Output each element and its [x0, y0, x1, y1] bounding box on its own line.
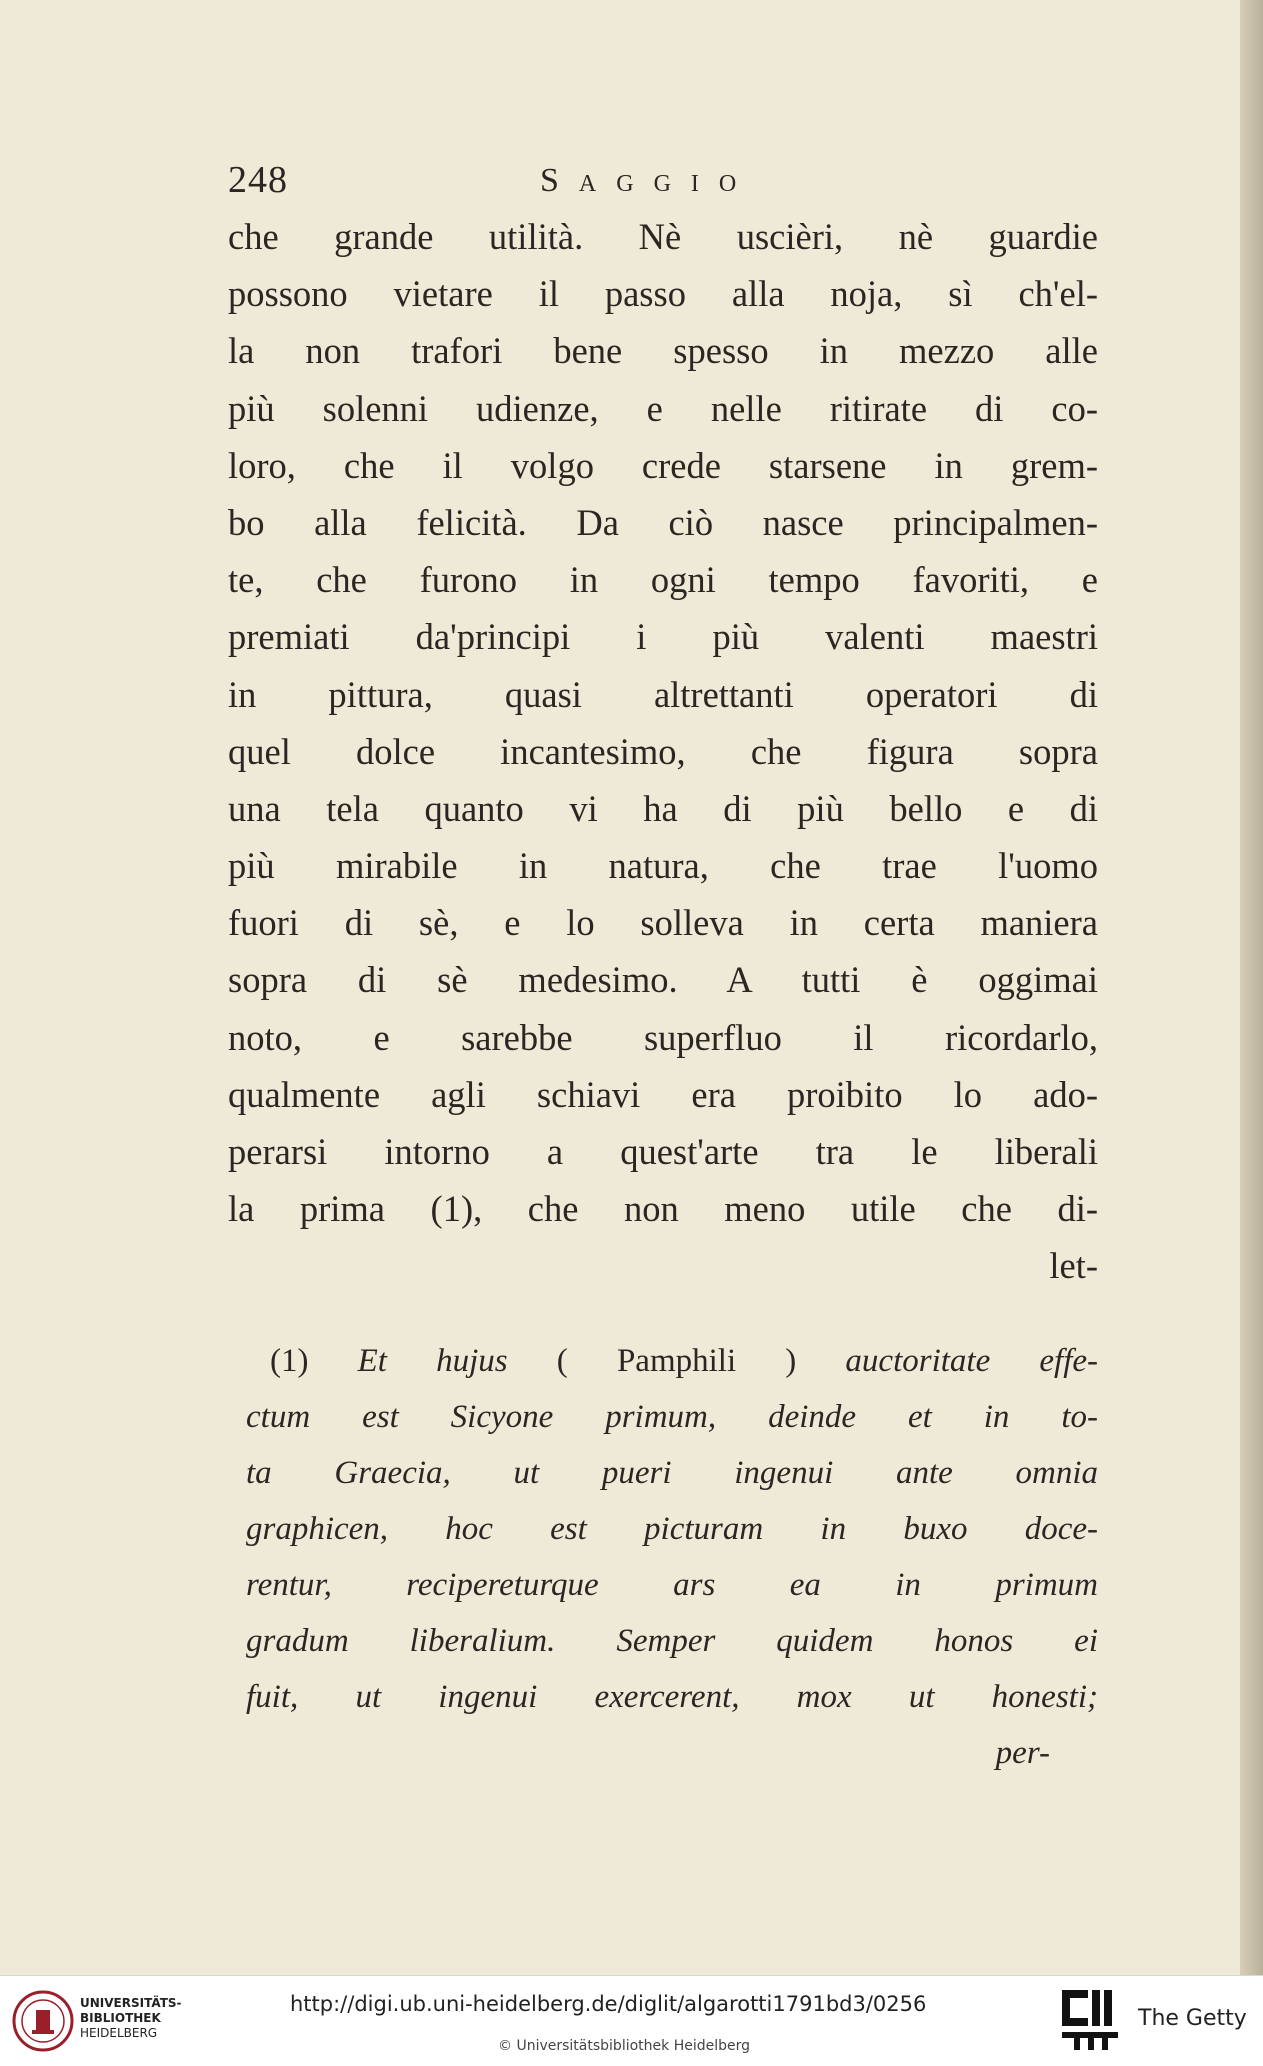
- footnote-line: fuit, ut ingenui exercerent, mox ut honesti;: [246, 1679, 1098, 1715]
- university-line: HEIDELBERG: [80, 2026, 158, 2040]
- partner-name: The Getty: [1138, 2006, 1247, 2031]
- text-line: premiati da'principi i più valenti maestri: [228, 616, 1098, 658]
- text-line: noto, e sarebbe superfluo il ricordarlo,: [228, 1016, 1098, 1058]
- footnote-line: rentur, recipereturque ars ea in primum: [246, 1567, 1098, 1603]
- text-line: una tela quanto vi ha di più bello e di: [228, 787, 1098, 829]
- getty-logo-icon: [1062, 1990, 1118, 2050]
- footnote-line: ta Graecia, ut pueri ingenui ante omnia: [246, 1455, 1098, 1491]
- university-name: [80, 1996, 182, 2041]
- running-title: Saggio: [540, 162, 757, 199]
- text-line: fuori di sè, e lo solleva in certa maniera: [228, 902, 1098, 944]
- text-line: te, che furono in ogni tempo favoriti, e: [228, 559, 1098, 601]
- text-line: in pittura, quasi altrettanti operatori di: [228, 673, 1098, 715]
- footnote-line: gradum liberalium. Semper quidem honos ei: [246, 1623, 1098, 1659]
- footer-bar: [0, 1975, 1263, 2066]
- text-line: qualmente agli schiavi era proibito lo ado-: [228, 1073, 1098, 1115]
- text-line: loro, che il volgo crede starsene in grem-: [228, 444, 1098, 486]
- text-line: più solenni udienze, e nelle ritirate di co-: [228, 387, 1098, 429]
- text-line: la prima (1), che non meno utile che di-: [228, 1188, 1098, 1230]
- footnote-italic-start: Et hujus: [357, 1343, 508, 1379]
- footnote-line: graphicen, hoc est picturam in buxo doce-: [246, 1511, 1098, 1547]
- footnote-first-line: [246, 1333, 1098, 1389]
- text-line: la non trafori bene spesso in mezzo alle: [228, 330, 1098, 372]
- page-edge: [1240, 0, 1263, 1975]
- footnote-roman: ( Pamphili ): [556, 1343, 797, 1379]
- footnote-line: ctum est Sicyone primum, deinde et in to-: [246, 1399, 1098, 1435]
- text-line: quel dolce incantesimo, che figura sopra: [228, 730, 1098, 772]
- footnote-italic-end: auctoritate effe-: [845, 1343, 1098, 1379]
- text-line: sopra di sè medesimo. A tutti è oggimai: [228, 959, 1098, 1001]
- body-text: [228, 208, 1098, 1295]
- page-number: 248: [228, 159, 288, 201]
- text-line: che grande utilità. Nè uscièri, nè guardie: [228, 216, 1098, 257]
- university-seal-icon: [12, 1990, 74, 2052]
- text-line: più mirabile in natura, che trae l'uomo: [228, 845, 1098, 887]
- university-line: UNIVERSITÄTS-: [80, 1996, 182, 2010]
- footnote-catchword: per-: [995, 1735, 1050, 1771]
- copyright-text: © Universitätsbibliothek Heidelberg: [498, 2038, 751, 2054]
- footnote: [246, 1333, 1098, 1781]
- catchword: let-: [1049, 1245, 1098, 1287]
- text-line: perarsi intorno a quest'arte tra le liberali: [228, 1131, 1098, 1172]
- page-header: [228, 158, 1098, 208]
- permalink-url[interactable]: http://digi.ub.uni-heidelberg.de/diglit/algarotti1791bd3/0256: [290, 1992, 927, 2016]
- text-line: bo alla felicità. Da ciò nasce principalmen-: [228, 501, 1098, 543]
- text-line: possono vietare il passo alla noja, sì ch'el-: [228, 273, 1098, 315]
- university-line: BIBLIOTHEK: [80, 2011, 161, 2025]
- footnote-marker: (1): [270, 1343, 309, 1379]
